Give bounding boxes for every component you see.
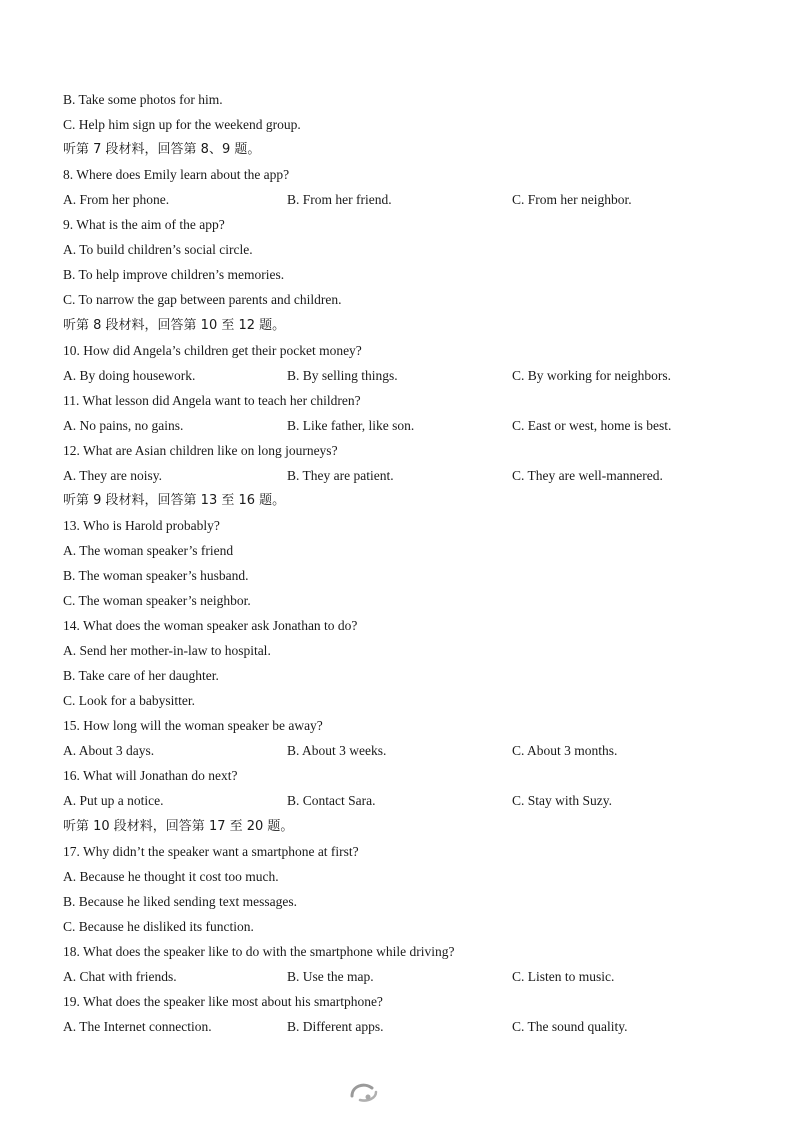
question-line: C. Look for a babysitter. bbox=[63, 693, 195, 709]
answer-option: B. Different apps. bbox=[287, 1018, 384, 1034]
answer-option: B. Use the map. bbox=[287, 968, 374, 984]
logo-mark-icon bbox=[346, 1078, 382, 1106]
question-line: C. Because he disliked its function. bbox=[63, 918, 254, 934]
answer-option: B. They are patient. bbox=[287, 467, 394, 483]
question-line: C. The woman speaker’s neighbor. bbox=[63, 593, 251, 608]
answer-option: C. Stay with Suzy. bbox=[512, 793, 613, 809]
section-instruction: 听第 10 段材料，回答第 17 至 20 题。 bbox=[63, 818, 294, 834]
question-line: 11. What lesson did Angela want to teach her children? bbox=[63, 392, 361, 408]
answer-option: B. Like father, like son. bbox=[287, 417, 415, 433]
answer-option: A. Chat with friends. bbox=[63, 968, 177, 984]
answer-option: A. They are noisy. bbox=[63, 467, 162, 483]
answer-options-row bbox=[63, 187, 754, 212]
answer-options-row bbox=[63, 1014, 754, 1039]
answer-options-row bbox=[63, 738, 754, 763]
answer-option: B. About 3 weeks. bbox=[287, 743, 387, 759]
question-line: 18. What does the speaker like to do with the smartphone while driving? bbox=[63, 943, 455, 959]
question-line: B. The woman speaker’s husband. bbox=[63, 568, 249, 583]
question-line: A. Send her mother-in-law to hospital. bbox=[63, 643, 271, 659]
question-line: A. Because he thought it cost too much. bbox=[63, 868, 279, 884]
question-line: 13. Who is Harold probably? bbox=[63, 517, 220, 533]
question-line: 14. What does the woman speaker ask Jonathan to do? bbox=[63, 618, 358, 634]
answer-option: A. No pains, no gains. bbox=[63, 417, 184, 433]
question-line: 15. How long will the woman speaker be away? bbox=[63, 718, 323, 734]
question-line: A. To build children’s social circle. bbox=[63, 242, 253, 258]
answer-option: C. About 3 months. bbox=[512, 743, 618, 759]
answer-option: C. They are well-mannered. bbox=[512, 467, 663, 483]
question-line: C. Help him sign up for the weekend group. bbox=[63, 117, 301, 132]
answer-options-row bbox=[63, 463, 754, 488]
question-line: B. Take care of her daughter. bbox=[63, 668, 219, 684]
answer-option: A. About 3 days. bbox=[63, 743, 155, 759]
answer-option: C. From her neighbor. bbox=[512, 192, 632, 208]
answer-option: A. Put up a notice. bbox=[63, 793, 164, 809]
question-line: 9. What is the aim of the app? bbox=[63, 217, 225, 233]
question-line: 17. Why didn’t the speaker want a smartphone at first? bbox=[63, 843, 359, 859]
question-line: B. To help improve children’s memories. bbox=[63, 267, 285, 283]
answer-option: B. From her friend. bbox=[287, 192, 392, 208]
answer-options-row bbox=[63, 363, 754, 388]
section-instruction: 听第 8 段材料，回答第 10 至 12 题。 bbox=[63, 317, 286, 333]
answer-options-row bbox=[63, 788, 754, 813]
answer-option: A. By doing housework. bbox=[63, 367, 196, 383]
question-line: 10. How did Angela’s children get their pocket money? bbox=[63, 342, 362, 358]
question-line: B. Because he liked sending text messages. bbox=[63, 893, 297, 909]
question-line: B. Take some photos for him. bbox=[63, 92, 223, 107]
question-line: 19. What does the speaker like most about his smartphone? bbox=[63, 993, 383, 1009]
answer-option: A. The Internet connection. bbox=[63, 1018, 212, 1034]
answer-option: C. East or west, home is best. bbox=[512, 417, 672, 433]
answer-option: A. From her phone. bbox=[63, 192, 170, 208]
answer-options-row bbox=[63, 964, 754, 989]
section-instruction: 听第 9 段材料，回答第 13 至 16 题。 bbox=[63, 492, 286, 508]
answer-options-row bbox=[63, 413, 754, 438]
answer-option: C. Listen to music. bbox=[512, 968, 615, 984]
question-line: C. To narrow the gap between parents and children. bbox=[63, 292, 342, 308]
question-line: 8. Where does Emily learn about the app? bbox=[63, 167, 290, 183]
question-line: 16. What will Jonathan do next? bbox=[63, 768, 238, 784]
answer-option: C. The sound quality. bbox=[512, 1018, 628, 1034]
answer-option: B. By selling things. bbox=[287, 367, 398, 383]
question-line: 12. What are Asian children like on long journeys? bbox=[63, 442, 338, 458]
answer-option: B. Contact Sara. bbox=[287, 793, 376, 809]
section-instruction: 听第 7 段材料，回答第 8、9 题。 bbox=[63, 142, 261, 158]
question-line: A. The woman speaker’s friend bbox=[63, 542, 234, 558]
answer-option: C. By working for neighbors. bbox=[512, 367, 671, 383]
